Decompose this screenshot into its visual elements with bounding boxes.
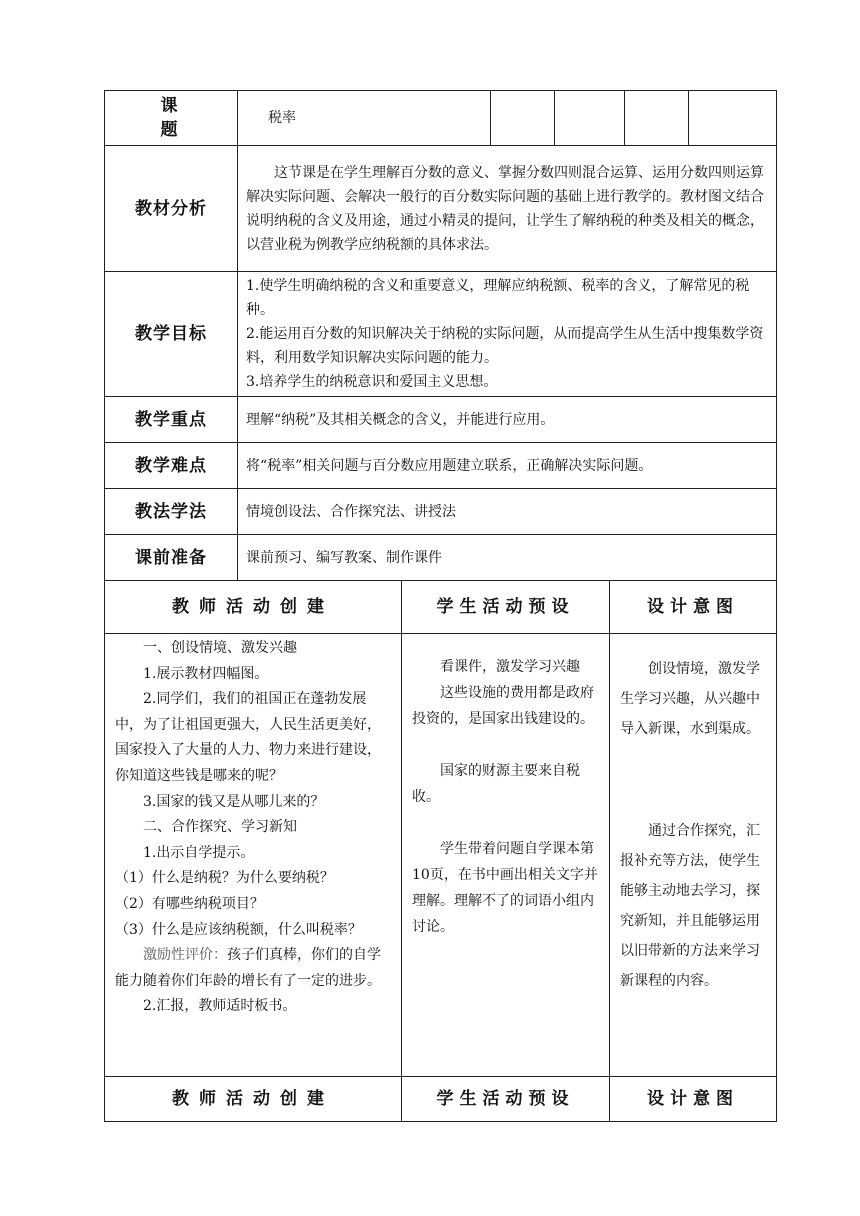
preparation-text: 课前预习、编写教案、制作课件 — [238, 535, 777, 581]
row-key-points — [105, 397, 777, 443]
goal-item: 1.使学生明确纳税的含义和重要意义，理解应纳税额、税率的含义，了解常见的税种。 — [246, 278, 750, 318]
student-line: 学生带着问题自学课本第10页，在书中画出相关文字并理解。理解不了的词语小组内讨论。 — [412, 841, 598, 935]
teacher-line: （2）有哪些纳税项目？ — [115, 895, 264, 912]
goals-label: 教学目标 — [105, 272, 238, 397]
key-points-label: 教学重点 — [105, 397, 238, 443]
evaluation-text: 孩子们真棒，你们的自学能力随着你们年龄的增长有了一定的进步。 — [115, 947, 381, 989]
teacher-line: 3.国家的钱又是从哪儿来的？ — [143, 793, 325, 810]
empty-cell — [491, 91, 555, 146]
difficulties-text: 将“税率”相关问题与百分数应用题建立联系，正确解决实际问题。 — [238, 443, 777, 489]
student-line: 国家的财源主要来自税收。 — [412, 763, 580, 805]
empty-cell — [625, 91, 689, 146]
design-intent-cell — [610, 634, 777, 1077]
row-goals — [105, 272, 777, 397]
lesson-info-table — [104, 90, 777, 581]
student-line: 这些设施的费用都是政府投资的，是国家出钱建设的。 — [412, 685, 594, 727]
teacher-line: （1）什么是纳税？为什么要纳税？ — [115, 870, 334, 887]
analysis-label: 教材分析 — [105, 146, 238, 272]
student-line: 看课件，激发学习兴趣 — [440, 659, 580, 675]
teacher-line: 二、合作探究、学习新知 — [143, 819, 297, 836]
intent-line: 通过合作探究，汇报补充等方法，使学生能够主动地去学习，探究新知，并且能够运用以旧带新的方法来学习新课程的内容。 — [620, 823, 760, 989]
difficulties-label: 教学难点 — [105, 443, 238, 489]
preparation-label: 课前准备 — [105, 535, 238, 581]
teacher-evaluation — [115, 943, 391, 994]
evaluation-label: 激励性评价： — [143, 947, 227, 964]
subject-value: 税率 — [238, 91, 491, 146]
key-points-text: 理解“纳税”及其相关概念的含义，并能进行应用。 — [238, 397, 777, 443]
intent-line: 创设情境，激发学生学习兴趣，从兴趣中导入新课，水到渠成。 — [620, 661, 760, 737]
row-analysis — [105, 146, 777, 272]
empty-cell — [689, 91, 777, 146]
teacher-activity-header: 教师活动创建 — [105, 1077, 402, 1122]
teacher-activity-cell — [105, 634, 402, 1077]
row-preparation — [105, 535, 777, 581]
design-intent-header: 设计意图 — [610, 1077, 777, 1122]
activity-table — [104, 580, 777, 1122]
goal-item: 2.能运用百分数的知识解决关于纳税的实际问题，从而提高学生从生活中搜集数学资料，利用数学知识解决实际问题的能力。 — [246, 326, 764, 366]
student-activity-header: 学生活动预设 — [402, 581, 610, 634]
teacher-line: （3）什么是应该纳税额，什么叫税率？ — [115, 921, 362, 938]
methods-label: 教法学法 — [105, 489, 238, 535]
goal-item: 3.培养学生的纳税意识和爱国主义思想。 — [246, 374, 498, 390]
row-subject — [105, 91, 777, 146]
teacher-line: 1.出示自学提示。 — [143, 844, 255, 861]
design-intent-header: 设计意图 — [610, 581, 777, 634]
empty-cell — [555, 91, 625, 146]
activity-header-row — [105, 581, 777, 634]
activity-header-row-repeat — [105, 1077, 777, 1122]
analysis-text: 这节课是在学生理解百分数的意义、掌握分数四则混合运算、运用分数四则运算解决实际问题、会解决一般行的百分数实际问题的基础上进行教学的。教材图文结合说明纳税的含义及用途，通过小精灵的提问，让学生了解纳税的种类及相关的概念，以营业税为例教学应纳税额的具体求法。 — [246, 164, 764, 253]
teacher-line: 2.汇报，教师适时板书。 — [143, 998, 297, 1015]
teacher-line: 一、创设情境、激发兴趣 — [143, 640, 297, 656]
student-activity-cell — [402, 634, 610, 1077]
activity-body-row — [105, 634, 777, 1077]
student-activity-header: 学生活动预设 — [402, 1077, 610, 1122]
row-methods — [105, 489, 777, 535]
teacher-line: 2.同学们，我们的祖国正在蓬勃发展中，为了让祖国更强大，人民生活更美好，国家投入了大量的人力、物力来进行建设，你知道这些钱是哪来的呢？ — [115, 691, 381, 784]
teacher-line: 1.展示教材四幅图。 — [143, 665, 269, 682]
subject-label: 课 题 — [105, 91, 238, 146]
row-difficulties — [105, 443, 777, 489]
methods-text: 情境创设法、合作探究法、讲授法 — [238, 489, 777, 535]
teacher-activity-header: 教师活动创建 — [105, 581, 402, 634]
lesson-plan — [104, 90, 776, 1122]
